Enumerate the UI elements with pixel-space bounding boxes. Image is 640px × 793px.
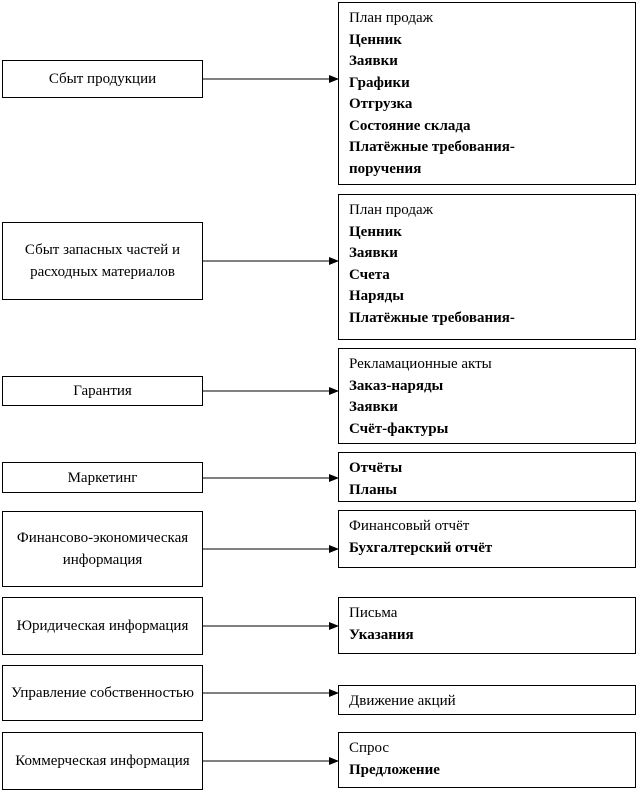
document-item: Отгрузка [349, 96, 413, 112]
document-item: Планы [349, 481, 397, 498]
document-item: поручения [349, 160, 422, 177]
source-label: Сбыт запасных частей и расходных материалов [24, 242, 181, 280]
document-item: Платёжные требования- [349, 139, 515, 155]
source-box-spare-parts [2, 222, 203, 300]
source-label: Маркетинг [67, 469, 138, 486]
source-label: Управление собственностью [11, 685, 194, 701]
document-item: Ценник [349, 223, 402, 240]
documents-box-commercial [338, 732, 636, 788]
source-label: Коммерческая информация [15, 753, 190, 769]
document-item: Спрос [349, 740, 390, 756]
source-box-marketing [2, 462, 203, 493]
documents-box-sales [338, 2, 636, 185]
document-item: План продаж [349, 10, 434, 26]
documents-box-warranty [338, 348, 636, 444]
documents-box-marketing [338, 452, 636, 502]
source-box-property [2, 665, 203, 721]
documents-box-spare-parts [338, 194, 636, 340]
document-item: Платёжные требования- [349, 309, 515, 326]
documents-box-legal [338, 597, 636, 654]
document-item: План продаж [349, 202, 434, 218]
document-item: Счёт-фактуры [349, 420, 449, 437]
document-item: Счета [349, 266, 390, 283]
source-label: Финансово-экономическая информация [16, 530, 189, 568]
source-box-warranty [2, 376, 203, 406]
documents-box-property [338, 685, 636, 715]
document-item: Заказ-наряды [349, 377, 444, 394]
document-item: Указания [349, 626, 414, 643]
source-box-sales [2, 60, 203, 98]
document-item: Финансовый отчёт [349, 518, 470, 534]
source-box-legal [2, 597, 203, 655]
document-item: Ценник [349, 31, 402, 48]
source-label: Сбыт продукции [48, 71, 157, 87]
source-label: Юридическая информация [16, 618, 189, 634]
source-box-finance [2, 511, 203, 587]
document-item: Отчёты [349, 460, 403, 476]
document-item: Бухгалтерский отчёт [349, 539, 493, 556]
source-box-commercial [2, 732, 203, 790]
document-item: Предложение [349, 761, 440, 778]
document-item: Заявки [349, 53, 398, 69]
documents-box-finance [338, 510, 636, 568]
document-item: Движение акций [349, 693, 456, 709]
document-item: Рекламационные акты [349, 356, 492, 372]
document-item: Заявки [349, 245, 398, 261]
source-label: Гарантия [73, 383, 132, 399]
document-item: Состояние склада [349, 117, 471, 134]
document-item: Письма [349, 605, 398, 621]
document-item: Заявки [349, 399, 398, 415]
document-item: Наряды [349, 288, 404, 304]
document-item: Графики [349, 74, 410, 91]
